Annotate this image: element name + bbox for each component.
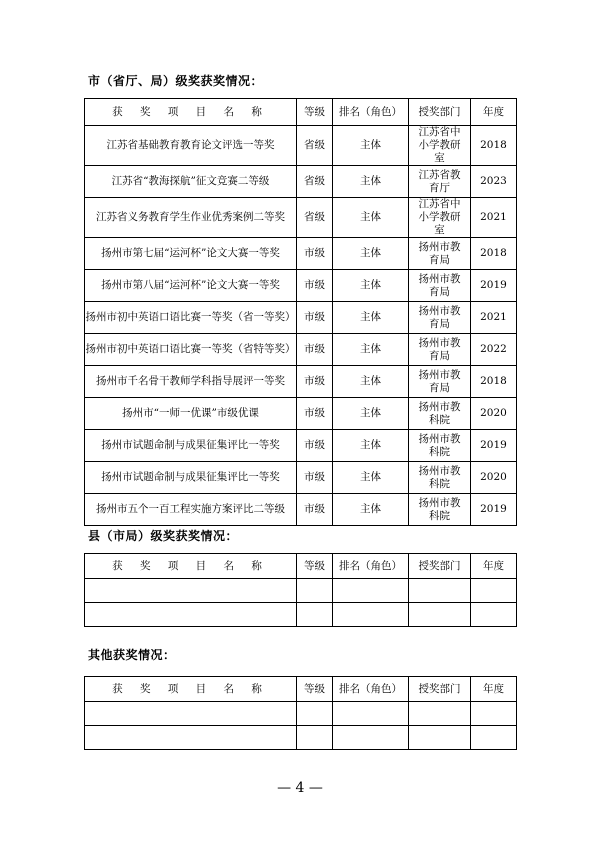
cell-dept — [409, 702, 471, 726]
table-row — [85, 302, 517, 334]
cell-year — [471, 603, 517, 627]
cell-dept: 扬州市教育局 — [409, 334, 471, 366]
header-dept: 授奖部门 — [409, 554, 471, 579]
cell-level: 市级 — [297, 366, 333, 398]
cell-year: 2019 — [471, 494, 517, 526]
table-row — [85, 334, 517, 366]
header-year: 年度 — [471, 99, 517, 126]
cell-dept: 扬州市教育局 — [409, 238, 471, 270]
table-row — [85, 702, 517, 726]
table-row — [85, 603, 517, 627]
cell-rank — [333, 726, 409, 750]
cell-year: 2022 — [471, 334, 517, 366]
cell-year: 2023 — [471, 166, 517, 198]
cell-dept: 扬州市教育局 — [409, 270, 471, 302]
cell-level: 市级 — [297, 334, 333, 366]
cell-name: 江苏省“教海探航”征文竞赛二等级 — [85, 166, 297, 198]
header-level: 等级 — [297, 99, 333, 126]
cell-dept: 江苏省中小学教研室 — [409, 126, 471, 166]
cell-year: 2020 — [471, 398, 517, 430]
table-header-row — [85, 99, 517, 126]
cell-name: 扬州市试题命制与成果征集评比一等奖 — [85, 430, 297, 462]
cell-name — [85, 702, 297, 726]
cell-level: 市级 — [297, 270, 333, 302]
cell-year: 2018 — [471, 238, 517, 270]
cell-dept: 扬州市教育局 — [409, 366, 471, 398]
header-name: 获 奖 项 目 名 称 — [85, 554, 297, 579]
cell-name: 扬州市千名骨干教师学科指导展评一等奖 — [85, 366, 297, 398]
cell-dept: 扬州市教育局 — [409, 302, 471, 334]
section2-title: 县（市局）级奖获奖情况： — [88, 529, 239, 543]
cell-dept: 扬州市教科院 — [409, 462, 471, 494]
header-name: 获 奖 项 目 名 称 — [85, 677, 297, 702]
cell-name — [85, 579, 297, 603]
cell-year — [471, 579, 517, 603]
cell-dept: 扬州市教科院 — [409, 398, 471, 430]
table-header-row — [85, 677, 517, 702]
cell-level: 省级 — [297, 126, 333, 166]
cell-level: 市级 — [297, 462, 333, 494]
cell-rank: 主体 — [333, 198, 409, 238]
header-rank: 排名（角色） — [333, 677, 409, 702]
cell-name: 扬州市第七届“运河杯”论文大赛一等奖 — [85, 238, 297, 270]
cell-name: 扬州市“一师一优课”市级优课 — [85, 398, 297, 430]
section1-title: 市（省厅、局）级奖获奖情况： — [88, 74, 264, 88]
cell-level: 市级 — [297, 238, 333, 270]
header-name: 获 奖 项 目 名 称 — [85, 99, 297, 126]
cell-rank — [333, 702, 409, 726]
cell-level: 市级 — [297, 494, 333, 526]
cell-level: 省级 — [297, 198, 333, 238]
cell-dept: 扬州市教科院 — [409, 494, 471, 526]
table-row — [85, 398, 517, 430]
cell-year: 2019 — [471, 430, 517, 462]
cell-name: 江苏省义务教育学生作业优秀案例二等奖 — [85, 198, 297, 238]
cell-name: 扬州市试题命制与成果征集评比一等奖 — [85, 462, 297, 494]
cell-name: 扬州市初中英语口语比赛一等奖（省特等奖） — [85, 334, 297, 366]
cell-rank: 主体 — [333, 398, 409, 430]
cell-rank — [333, 579, 409, 603]
table-header-row — [85, 554, 517, 579]
page-number: — 4 — — [277, 780, 323, 796]
header-level: 等级 — [297, 677, 333, 702]
cell-rank: 主体 — [333, 302, 409, 334]
table-row — [85, 430, 517, 462]
cell-name — [85, 603, 297, 627]
table-row — [85, 462, 517, 494]
table-row — [85, 726, 517, 750]
cell-rank: 主体 — [333, 494, 409, 526]
city-awards-body — [85, 126, 517, 526]
cell-year — [471, 702, 517, 726]
cell-name — [85, 726, 297, 750]
cell-rank: 主体 — [333, 166, 409, 198]
header-year: 年度 — [471, 554, 517, 579]
cell-rank — [333, 603, 409, 627]
table-row — [85, 366, 517, 398]
cell-level: 市级 — [297, 430, 333, 462]
cell-year: 2020 — [471, 462, 517, 494]
cell-dept: 江苏省教育厅 — [409, 166, 471, 198]
header-dept: 授奖部门 — [409, 99, 471, 126]
cell-level: 省级 — [297, 166, 333, 198]
cell-level — [297, 702, 333, 726]
cell-name: 江苏省基础教育教育论文评选一等奖 — [85, 126, 297, 166]
cell-level: 市级 — [297, 302, 333, 334]
cell-year: 2018 — [471, 366, 517, 398]
cell-year — [471, 726, 517, 750]
cell-dept — [409, 579, 471, 603]
table-row — [85, 270, 517, 302]
header-year: 年度 — [471, 677, 517, 702]
table-row — [85, 126, 517, 166]
cell-name: 扬州市五个一百工程实施方案评比二等级 — [85, 494, 297, 526]
cell-rank: 主体 — [333, 270, 409, 302]
table-row — [85, 238, 517, 270]
cell-year: 2021 — [471, 198, 517, 238]
cell-name: 扬州市第八届“运河杯”论文大赛一等奖 — [85, 270, 297, 302]
cell-rank: 主体 — [333, 334, 409, 366]
cell-level: 市级 — [297, 398, 333, 430]
cell-dept: 江苏省中小学教研室 — [409, 198, 471, 238]
table-row — [85, 198, 517, 238]
cell-dept — [409, 603, 471, 627]
header-dept: 授奖部门 — [409, 677, 471, 702]
cell-name: 扬州市初中英语口语比赛一等奖（省一等奖） — [85, 302, 297, 334]
header-rank: 排名（角色） — [333, 99, 409, 126]
table-row — [85, 494, 517, 526]
county-awards-table — [84, 553, 517, 627]
table-row — [85, 166, 517, 198]
cell-rank: 主体 — [333, 430, 409, 462]
cell-year: 2019 — [471, 270, 517, 302]
header-level: 等级 — [297, 554, 333, 579]
cell-dept — [409, 726, 471, 750]
cell-rank: 主体 — [333, 126, 409, 166]
cell-year: 2021 — [471, 302, 517, 334]
cell-rank: 主体 — [333, 238, 409, 270]
table-row — [85, 579, 517, 603]
cell-level — [297, 603, 333, 627]
section3-title: 其他获奖情况： — [88, 648, 176, 662]
cell-rank: 主体 — [333, 462, 409, 494]
header-rank: 排名（角色） — [333, 554, 409, 579]
cell-level — [297, 579, 333, 603]
city-awards-table — [84, 98, 517, 526]
cell-year: 2018 — [471, 126, 517, 166]
cell-dept: 扬州市教科院 — [409, 430, 471, 462]
cell-level — [297, 726, 333, 750]
cell-rank: 主体 — [333, 366, 409, 398]
other-awards-table — [84, 676, 517, 750]
